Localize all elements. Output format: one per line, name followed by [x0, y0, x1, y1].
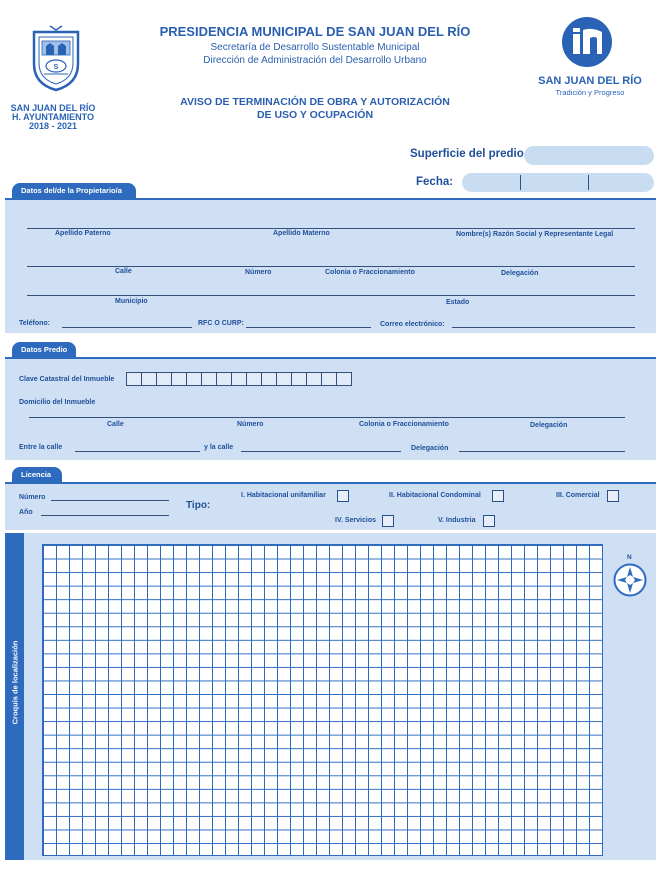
correo-label: Correo electrónico:: [380, 321, 445, 328]
croquis-panel: [5, 533, 656, 860]
licencia-numero-line[interactable]: [51, 500, 169, 501]
subtitle-direccion: Dirección de Administración del Desarrollo Urbano: [203, 55, 427, 66]
correo-line[interactable]: [452, 327, 635, 328]
apellido-paterno-label: Apellido Paterno: [55, 230, 111, 237]
tipo-comercial-checkbox[interactable]: [607, 490, 619, 502]
telefono-line[interactable]: [62, 327, 192, 328]
tipo-servicios-checkbox[interactable]: [382, 515, 394, 527]
north-label: N: [627, 554, 632, 561]
domicilio-inmueble-line[interactable]: [29, 417, 625, 418]
razon-social-label: Nombre(s) Razón Social y Representante Legal: [456, 231, 614, 238]
right-brand-name: SAN JUAN DEL RÍO: [538, 75, 642, 87]
predio-delegacion2-label: Delegación: [411, 445, 449, 452]
tab-predio: Datos Predio: [12, 342, 76, 357]
licencia-anio-label: Año: [19, 509, 33, 516]
tipo-habitacional-condominal-label: II. Habitacional Condominal: [389, 492, 481, 499]
tipo-servicios-label: IV. Servicios: [335, 517, 376, 524]
tipo-habitacional-unifamiliar-label: I. Habitacional unifamiliar: [241, 492, 326, 499]
left-brand-line1: SAN JUAN DEL RÍO: [10, 103, 96, 113]
tipo-label: Tipo:: [186, 500, 211, 511]
rfc-label: RFC O CURP:: [198, 320, 244, 327]
form-title-line1: AVISO DE TERMINACIÓN DE OBRA Y AUTORIZACIÓN: [180, 96, 450, 108]
calle-label: Calle: [115, 268, 132, 275]
predio-numero-label: Número: [237, 421, 264, 428]
predio-delegacion2-line[interactable]: [459, 451, 625, 452]
page-title: PRESIDENCIA MUNICIPAL DE SAN JUAN DEL RÍO: [159, 24, 471, 39]
fecha-label: Fecha:: [416, 176, 454, 188]
subtitle-secretaria: Secretaría de Desarrollo Sustentable Municipal: [210, 42, 420, 53]
predio-calle-label: Calle: [107, 421, 124, 428]
licencia-numero-label: Número: [19, 494, 46, 501]
form-title-line2: DE USO Y OCUPACIÓN: [256, 109, 374, 121]
municipal-logo: [561, 16, 613, 68]
numero-label: Número: [245, 269, 272, 276]
domicilio-line[interactable]: [27, 266, 635, 267]
left-brand-line3: 2018 - 2021: [28, 121, 78, 131]
predio-panel: [5, 357, 656, 460]
colonia-label: Colonia o Fraccionamiento: [325, 269, 415, 276]
superficie-label: Superficie del predio: [410, 148, 524, 160]
tab-licencia: Licencia: [12, 467, 62, 482]
clave-catastral-label: Clave Catastral del Inmueble: [19, 376, 115, 383]
predio-colonia-label: Colonia o Fraccionamiento: [359, 421, 449, 428]
municipio-line[interactable]: [27, 295, 635, 296]
telefono-label: Teléfono:: [19, 320, 50, 327]
croquis-grid[interactable]: [42, 544, 603, 856]
rfc-line[interactable]: [246, 327, 371, 328]
left-brand-line2: H. AYUNTAMIENTO: [11, 112, 94, 122]
propietario-panel: [5, 198, 656, 333]
svg-text:S: S: [53, 64, 59, 71]
superficie-field[interactable]: [524, 146, 654, 165]
tipo-industria-label: V. Industria: [438, 517, 476, 524]
predio-delegacion-label: Delegación: [530, 422, 568, 429]
y-la-calle-label: y la calle: [204, 444, 234, 451]
tipo-comercial-label: III. Comercial: [556, 492, 600, 499]
estado-label: Estado: [446, 299, 470, 306]
compass-rose-icon: [613, 563, 647, 597]
delegacion-label: Delegación: [501, 270, 539, 277]
tipo-industria-checkbox[interactable]: [483, 515, 495, 527]
municipio-label: Municipio: [115, 298, 148, 305]
croquis-label: Croquis de localización: [10, 640, 20, 725]
y-la-calle-line[interactable]: [241, 451, 401, 452]
right-brand-slogan: Tradición y Progreso: [555, 88, 625, 97]
tab-propietario: Datos del/de la Propietario/a: [12, 183, 136, 198]
coat-of-arms-logo: [30, 24, 82, 92]
nombre-line[interactable]: [27, 228, 635, 229]
croquis-side-tab: [5, 533, 24, 860]
clave-catastral-cells[interactable]: [126, 372, 351, 386]
entre-calle-label: Entre la calle: [19, 444, 63, 451]
licencia-anio-line[interactable]: [41, 515, 169, 516]
entre-calle-line[interactable]: [75, 451, 200, 452]
licencia-panel: [5, 482, 656, 530]
apellido-materno-label: Apellido Materno: [273, 230, 330, 237]
domicilio-inmueble-label: Domicilio del Inmueble: [19, 399, 96, 406]
fecha-field[interactable]: [462, 173, 654, 192]
tipo-habitacional-condominal-checkbox[interactable]: [492, 490, 504, 502]
tipo-habitacional-unifamiliar-checkbox[interactable]: [337, 490, 349, 502]
